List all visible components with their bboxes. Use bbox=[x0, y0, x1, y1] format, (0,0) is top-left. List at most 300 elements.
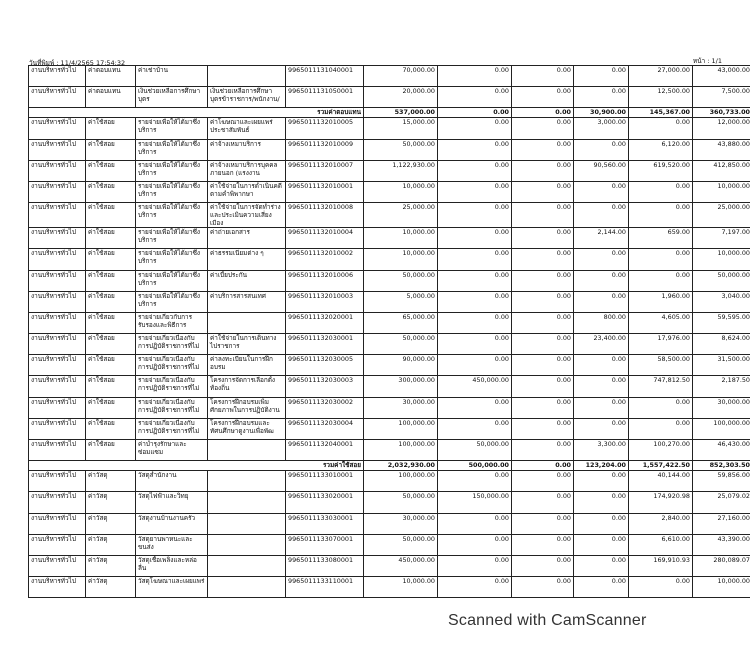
table-cell: 747,812.50 bbox=[629, 376, 693, 397]
table-cell: 0.00 bbox=[574, 181, 629, 202]
subtotal-row bbox=[29, 108, 750, 118]
table-cell: งานบริหารทั่วไป bbox=[29, 577, 86, 598]
table-cell: 1,122,930.00 bbox=[364, 160, 438, 181]
table-cell: 0.00 bbox=[438, 66, 512, 87]
table-cell: วัสดุไฟฟ้าและวิทยุ bbox=[136, 492, 208, 513]
table-cell: 58,500.00 bbox=[629, 355, 693, 376]
table-cell: 10,000.00 bbox=[364, 577, 438, 598]
table-cell: ค่าธรรมเนียมต่าง ๆ bbox=[208, 249, 286, 270]
table-cell: 9965011133030001 bbox=[286, 513, 364, 534]
table-cell: 0.00 bbox=[629, 203, 693, 228]
table-cell: รายจ่ายเพื่อให้ได้มาซึ่งบริการ bbox=[136, 181, 208, 202]
table-cell: ค่าเบี้ยประกัน bbox=[208, 270, 286, 291]
table-cell: ค่าใช้สอย bbox=[86, 397, 136, 418]
table-row bbox=[29, 203, 750, 228]
table-row bbox=[29, 471, 750, 492]
table-cell: งานบริหารทั่วไป bbox=[29, 291, 86, 312]
table-cell: รายจ่ายเพื่อให้ได้มาซึ่งบริการ bbox=[136, 270, 208, 291]
table-cell: 12,000.00 bbox=[693, 118, 750, 139]
table-cell: 9965011132010005 bbox=[286, 118, 364, 139]
table-cell: 0.00 bbox=[574, 355, 629, 376]
table-cell: เงินช่วยเหลือการศึกษาบุตร bbox=[136, 87, 208, 108]
table-cell: 0.00 bbox=[512, 471, 574, 492]
table-cell: 0.00 bbox=[512, 534, 574, 555]
table-cell: ค่าใช้สอย bbox=[86, 312, 136, 333]
table-cell: 0.00 bbox=[438, 249, 512, 270]
table-cell: 100,000.00 bbox=[364, 418, 438, 439]
table-cell: 59,595.00 bbox=[693, 312, 750, 333]
table-cell: ค่าเช่าบ้าน bbox=[136, 66, 208, 87]
table-cell: 0.00 bbox=[629, 418, 693, 439]
table-row bbox=[29, 397, 750, 418]
table-cell: รายจ่ายเกี่ยวเนื่องกับการปฏิบัติราชการที่ไม่ bbox=[136, 355, 208, 376]
table-cell: 0.00 bbox=[512, 334, 574, 355]
table-cell: 23,400.00 bbox=[574, 334, 629, 355]
table-cell: 0.00 bbox=[512, 291, 574, 312]
subtotal-cell: 145,367.00 bbox=[629, 108, 693, 118]
table-cell: 100,000.00 bbox=[364, 440, 438, 461]
table-cell: 100,000.00 bbox=[693, 418, 750, 439]
table-cell: 450,000.00 bbox=[364, 555, 438, 576]
table-cell: งานบริหารทั่วไป bbox=[29, 312, 86, 333]
table-cell: 0.00 bbox=[574, 577, 629, 598]
table-cell: 659.00 bbox=[629, 228, 693, 249]
subtotal-cell: 0.00 bbox=[512, 461, 574, 471]
table-cell: 9965011132030002 bbox=[286, 397, 364, 418]
table-cell: งานบริหารทั่วไป bbox=[29, 355, 86, 376]
table-cell: ค่าบริการสารสนเทศ bbox=[208, 291, 286, 312]
table-cell: วัสดุโฆษณาและเผยแพร่ bbox=[136, 577, 208, 598]
table-cell: วัสดุสำนักงาน bbox=[136, 471, 208, 492]
table-cell: วัสดุงานบ้านงานครัว bbox=[136, 513, 208, 534]
table-cell: รายจ่ายเกี่ยวกับการรับรองและพิธีการ bbox=[136, 312, 208, 333]
subtotal-cell: 0.00 bbox=[438, 108, 512, 118]
table-cell: 800.00 bbox=[574, 312, 629, 333]
table-cell: 0.00 bbox=[512, 312, 574, 333]
table-cell: ค่าบำรุงรักษาและซ่อมแซม bbox=[136, 440, 208, 461]
table-cell: 7,500.00 bbox=[693, 87, 750, 108]
table-cell: 2,187.50 bbox=[693, 376, 750, 397]
table-cell: ค่าใช้สอย bbox=[86, 203, 136, 228]
table-cell: ค่าวัสดุ bbox=[86, 577, 136, 598]
table-cell: 0.00 bbox=[438, 534, 512, 555]
table-cell: 0.00 bbox=[629, 270, 693, 291]
table-cell: 0.00 bbox=[574, 376, 629, 397]
table-cell: 3,300.00 bbox=[574, 440, 629, 461]
table-cell: 9965011132010002 bbox=[286, 249, 364, 270]
table-cell: 50,000.00 bbox=[364, 334, 438, 355]
table-cell: 0.00 bbox=[574, 87, 629, 108]
table-cell: 0.00 bbox=[438, 160, 512, 181]
table-cell: 30,000.00 bbox=[364, 513, 438, 534]
table-cell: ค่าใช้จ่ายในการเดินทางไปราชการ bbox=[208, 334, 286, 355]
table-cell: 30,000.00 bbox=[364, 397, 438, 418]
table-cell: 9965011132010004 bbox=[286, 228, 364, 249]
table-cell: 20,000.00 bbox=[364, 87, 438, 108]
table-cell: 0.00 bbox=[512, 492, 574, 513]
table-cell: 0.00 bbox=[512, 418, 574, 439]
table-cell: งานบริหารทั่วไป bbox=[29, 139, 86, 160]
table-cell: 30,000.00 bbox=[693, 397, 750, 418]
table-cell: 25,000.00 bbox=[693, 203, 750, 228]
table-row bbox=[29, 118, 750, 139]
table-cell: 0.00 bbox=[629, 577, 693, 598]
table-cell: 150,000.00 bbox=[438, 492, 512, 513]
table-cell: 0.00 bbox=[574, 291, 629, 312]
table-cell: 0.00 bbox=[438, 270, 512, 291]
table-cell: 0.00 bbox=[574, 534, 629, 555]
subtotal-cell: 0.00 bbox=[512, 108, 574, 118]
table-cell: 9965011132010001 bbox=[286, 181, 364, 202]
table-cell: งานบริหารทั่วไป bbox=[29, 181, 86, 202]
table-row bbox=[29, 181, 750, 202]
table-cell: 10,000.00 bbox=[364, 181, 438, 202]
table-row bbox=[29, 555, 750, 576]
table-cell: 450,000.00 bbox=[438, 376, 512, 397]
table-cell: รายจ่ายเพื่อให้ได้มาซึ่งบริการ bbox=[136, 291, 208, 312]
table-cell: 0.00 bbox=[512, 577, 574, 598]
table-cell: รายจ่ายเกี่ยวเนื่องกับการปฏิบัติราชการที่ไม่ bbox=[136, 418, 208, 439]
table-cell: 619,520.00 bbox=[629, 160, 693, 181]
table-cell: 0.00 bbox=[512, 181, 574, 202]
table-cell bbox=[208, 66, 286, 87]
table-cell: 9965011133010001 bbox=[286, 471, 364, 492]
table-cell: 0.00 bbox=[574, 139, 629, 160]
table-row bbox=[29, 577, 750, 598]
table-cell: รายจ่ายเพื่อให้ได้มาซึ่งบริการ bbox=[136, 118, 208, 139]
table-cell bbox=[208, 513, 286, 534]
table-cell: 0.00 bbox=[438, 228, 512, 249]
table-cell: ค่าวัสดุ bbox=[86, 555, 136, 576]
table-cell: ค่าใช้สอย bbox=[86, 228, 136, 249]
table-cell: 9965011132030005 bbox=[286, 355, 364, 376]
table-cell: 0.00 bbox=[629, 397, 693, 418]
table-cell bbox=[208, 534, 286, 555]
table-cell: ค่าถ่ายเอกสาร bbox=[208, 228, 286, 249]
table-cell: ค่าใช้สอย bbox=[86, 355, 136, 376]
table-cell: 25,000.00 bbox=[364, 203, 438, 228]
table-cell: รายจ่ายเพื่อให้ได้มาซึ่งบริการ bbox=[136, 249, 208, 270]
table-cell: งานบริหารทั่วไป bbox=[29, 397, 86, 418]
table-cell: งานบริหารทั่วไป bbox=[29, 555, 86, 576]
table-cell: 0.00 bbox=[438, 555, 512, 576]
table-cell: งานบริหารทั่วไป bbox=[29, 513, 86, 534]
table-cell: 9965011131050001 bbox=[286, 87, 364, 108]
table-cell: รายจ่ายเกี่ยวเนื่องกับการปฏิบัติราชการที่ไม่ bbox=[136, 397, 208, 418]
table-cell: 0.00 bbox=[574, 249, 629, 270]
table-cell: 0.00 bbox=[438, 355, 512, 376]
table-cell bbox=[208, 440, 286, 461]
table-row bbox=[29, 291, 750, 312]
table-cell: 0.00 bbox=[512, 249, 574, 270]
table-cell: 70,000.00 bbox=[364, 66, 438, 87]
table-cell: 50,000.00 bbox=[364, 492, 438, 513]
table-row bbox=[29, 440, 750, 461]
table-cell: 50,000.00 bbox=[364, 139, 438, 160]
subtotal-row bbox=[29, 461, 750, 471]
table-cell: งานบริหารทั่วไป bbox=[29, 249, 86, 270]
table-cell: งานบริหารทั่วไป bbox=[29, 376, 86, 397]
table-cell: ค่าวัสดุ bbox=[86, 471, 136, 492]
table-cell: 9965011132010008 bbox=[286, 203, 364, 228]
table-cell: 25,079.02 bbox=[693, 492, 750, 513]
table-cell: 9965011131040001 bbox=[286, 66, 364, 87]
table-cell: ค่าตอบแทน bbox=[86, 66, 136, 87]
table-cell: 90,560.00 bbox=[574, 160, 629, 181]
table-cell: ค่าใช้สอย bbox=[86, 376, 136, 397]
table-row bbox=[29, 355, 750, 376]
table-cell: ค่าวัสดุ bbox=[86, 513, 136, 534]
table-cell: 0.00 bbox=[438, 203, 512, 228]
table-cell: ค่าใช้สอย bbox=[86, 291, 136, 312]
table-cell: 0.00 bbox=[512, 203, 574, 228]
table-cell: ค่าวัสดุ bbox=[86, 534, 136, 555]
table-cell: ค่าใช้สอย bbox=[86, 118, 136, 139]
table-cell bbox=[208, 471, 286, 492]
table-row bbox=[29, 376, 750, 397]
table-cell: ค่าโฆษณาและเผยแพร่ประชาสัมพันธ์ bbox=[208, 118, 286, 139]
table-cell: 17,976.00 bbox=[629, 334, 693, 355]
table-cell: 0.00 bbox=[512, 228, 574, 249]
table-cell: วัสดุยานพาหนะและขนส่ง bbox=[136, 534, 208, 555]
table-cell: 7,197.00 bbox=[693, 228, 750, 249]
table-cell: 27,160.00 bbox=[693, 513, 750, 534]
table-cell bbox=[208, 555, 286, 576]
table-cell: 9965011133020001 bbox=[286, 492, 364, 513]
table-cell: 27,000.00 bbox=[629, 66, 693, 87]
table-cell: 0.00 bbox=[512, 160, 574, 181]
table-cell: ค่าใช้สอย bbox=[86, 440, 136, 461]
subtotal-cell: 852,303.50 bbox=[693, 461, 750, 471]
table-cell: 0.00 bbox=[438, 471, 512, 492]
table-cell: 0.00 bbox=[438, 418, 512, 439]
table-cell: 0.00 bbox=[438, 312, 512, 333]
table-cell: 31,500.00 bbox=[693, 355, 750, 376]
table-row bbox=[29, 418, 750, 439]
table-row bbox=[29, 270, 750, 291]
table-cell: วัสดุเชื้อเพลิงและหล่อลื่น bbox=[136, 555, 208, 576]
table-cell: 6,120.00 bbox=[629, 139, 693, 160]
table-cell: 169,910.93 bbox=[629, 555, 693, 576]
table-cell: รายจ่ายเพื่อให้ได้มาซึ่งบริการ bbox=[136, 139, 208, 160]
subtotal-cell: 537,000.00 bbox=[364, 108, 438, 118]
table-cell: งานบริหารทั่วไป bbox=[29, 160, 86, 181]
table-row bbox=[29, 66, 750, 87]
table-cell: 0.00 bbox=[438, 87, 512, 108]
table-cell: งานบริหารทั่วไป bbox=[29, 492, 86, 513]
table-cell: 10,000.00 bbox=[693, 249, 750, 270]
table-cell: 0.00 bbox=[574, 397, 629, 418]
table-cell: 43,390.00 bbox=[693, 534, 750, 555]
table-row bbox=[29, 492, 750, 513]
table-cell: 4,605.00 bbox=[629, 312, 693, 333]
budget-ledger-table bbox=[28, 65, 750, 598]
table-cell: 65,000.00 bbox=[364, 312, 438, 333]
table-cell: 3,040.00 bbox=[693, 291, 750, 312]
table-cell: โครงการฝึกอบรมและทัศนศึกษาดูงานเพื่อพัฒ bbox=[208, 418, 286, 439]
table-cell: 43,000.00 bbox=[693, 66, 750, 87]
table-cell: ค่าใช้สอย bbox=[86, 249, 136, 270]
subtotal-cell: 123,204.00 bbox=[574, 461, 629, 471]
table-cell: 0.00 bbox=[512, 376, 574, 397]
table-cell: 0.00 bbox=[512, 87, 574, 108]
table-cell: 59,856.00 bbox=[693, 471, 750, 492]
table-cell: โครงการฝึกอบรมเพิ่มศักยภาพในการปฏิบัติงาน bbox=[208, 397, 286, 418]
table-cell: ค่าใช้สอย bbox=[86, 181, 136, 202]
table-cell: ค่าตอบแทน bbox=[86, 87, 136, 108]
table-cell: 40,144.00 bbox=[629, 471, 693, 492]
table-row bbox=[29, 228, 750, 249]
table-cell: ค่าใช้สอย bbox=[86, 270, 136, 291]
table-cell: รายจ่ายเกี่ยวเนื่องกับการปฏิบัติราชการที่ไม่ bbox=[136, 376, 208, 397]
table-cell: 9965011133110001 bbox=[286, 577, 364, 598]
subtotal-cell: 360,733.00 bbox=[693, 108, 750, 118]
table-cell: 8,624.00 bbox=[693, 334, 750, 355]
table-cell: 0.00 bbox=[574, 418, 629, 439]
subtotal-label: รวมค่าใช้สอย bbox=[29, 461, 364, 471]
table-cell: งานบริหารทั่วไป bbox=[29, 334, 86, 355]
table-cell: 9965011132010003 bbox=[286, 291, 364, 312]
table-cell: 9965011132030001 bbox=[286, 334, 364, 355]
table-cell: 0.00 bbox=[512, 397, 574, 418]
table-cell: 50,000.00 bbox=[693, 270, 750, 291]
table-cell: งานบริหารทั่วไป bbox=[29, 534, 86, 555]
table-cell: โครงการจัดการเลือกตั้งท้องถิ่น bbox=[208, 376, 286, 397]
table-cell: 10,000.00 bbox=[693, 181, 750, 202]
table-cell: 5,000.00 bbox=[364, 291, 438, 312]
table-cell: งานบริหารทั่วไป bbox=[29, 471, 86, 492]
table-cell: รายจ่ายเพื่อให้ได้มาซึ่งบริการ bbox=[136, 203, 208, 228]
table-cell: งานบริหารทั่วไป bbox=[29, 270, 86, 291]
table-cell: ค่าวัสดุ bbox=[86, 492, 136, 513]
page-number: หน้า : 1/1 bbox=[692, 57, 722, 65]
table-cell: งานบริหารทั่วไป bbox=[29, 203, 86, 228]
table-cell: 0.00 bbox=[512, 66, 574, 87]
table-cell: 6,610.00 bbox=[629, 534, 693, 555]
table-cell: 90,000.00 bbox=[364, 355, 438, 376]
table-cell: 0.00 bbox=[512, 513, 574, 534]
table-cell: 0.00 bbox=[512, 440, 574, 461]
table-cell: 0.00 bbox=[438, 577, 512, 598]
table-cell: ค่าลงทะเบียนในการฝึกอบรม bbox=[208, 355, 286, 376]
table-cell: งานบริหารทั่วไป bbox=[29, 66, 86, 87]
table-cell: 9965011132040001 bbox=[286, 440, 364, 461]
table-cell: 0.00 bbox=[512, 118, 574, 139]
table-cell: 12,500.00 bbox=[629, 87, 693, 108]
table-cell: 280,089.07 bbox=[693, 555, 750, 576]
table-row bbox=[29, 513, 750, 534]
table-cell: 0.00 bbox=[512, 270, 574, 291]
table-cell: 0.00 bbox=[438, 334, 512, 355]
table-cell: 0.00 bbox=[574, 555, 629, 576]
table-cell: 3,000.00 bbox=[574, 118, 629, 139]
subtotal-cell: 500,000.00 bbox=[438, 461, 512, 471]
table-cell: 0.00 bbox=[512, 139, 574, 160]
subtotal-label: รวมค่าตอบแทน bbox=[29, 108, 364, 118]
table-cell: เงินช่วยเหลือการศึกษาบุตรข้าราชการ/พนักงาน/ bbox=[208, 87, 286, 108]
table-cell: 9965011132010007 bbox=[286, 160, 364, 181]
table-cell: 0.00 bbox=[574, 203, 629, 228]
table-cell: 0.00 bbox=[574, 513, 629, 534]
table-cell: 0.00 bbox=[438, 181, 512, 202]
table-cell: 0.00 bbox=[629, 118, 693, 139]
table-cell: 9965011133080001 bbox=[286, 555, 364, 576]
table-cell: 0.00 bbox=[574, 270, 629, 291]
table-cell: 9965011132010009 bbox=[286, 139, 364, 160]
table-row bbox=[29, 87, 750, 108]
table-cell: 9965011133070001 bbox=[286, 534, 364, 555]
table-row bbox=[29, 249, 750, 270]
subtotal-cell: 30,900.00 bbox=[574, 108, 629, 118]
table-cell: ค่าใช้จ่ายในการจัดทำร่างและประเมินความเสี่ยงเมือง bbox=[208, 203, 286, 228]
table-row bbox=[29, 160, 750, 181]
table-cell: 10,000.00 bbox=[693, 577, 750, 598]
table-cell: รายจ่ายเพื่อให้ได้มาซึ่งบริการ bbox=[136, 160, 208, 181]
table-cell: งานบริหารทั่วไป bbox=[29, 87, 86, 108]
table-cell: 50,000.00 bbox=[364, 270, 438, 291]
table-cell: 0.00 bbox=[629, 249, 693, 270]
table-cell: 100,000.00 bbox=[364, 471, 438, 492]
table-cell: 15,000.00 bbox=[364, 118, 438, 139]
table-cell: 9965011132030003 bbox=[286, 376, 364, 397]
subtotal-cell: 2,032,930.00 bbox=[364, 461, 438, 471]
table-cell: 50,000.00 bbox=[438, 440, 512, 461]
table-cell: 412,850.00 bbox=[693, 160, 750, 181]
table-cell: งานบริหารทั่วไป bbox=[29, 228, 86, 249]
table-cell: 9965011132030004 bbox=[286, 418, 364, 439]
table-cell bbox=[208, 492, 286, 513]
table-cell: 9965011132020001 bbox=[286, 312, 364, 333]
scanner-watermark: Scanned with CamScanner bbox=[448, 612, 647, 629]
table-cell: รายจ่ายเกี่ยวเนื่องกับการปฏิบัติราชการที่ไม่ bbox=[136, 334, 208, 355]
table-cell: 1,960.00 bbox=[629, 291, 693, 312]
table-cell: 2,144.00 bbox=[574, 228, 629, 249]
subtotal-cell: 1,557,422.50 bbox=[629, 461, 693, 471]
table-cell: 0.00 bbox=[438, 513, 512, 534]
table-cell: 0.00 bbox=[574, 492, 629, 513]
table-cell: ค่าใช้สอย bbox=[86, 418, 136, 439]
table-cell: 0.00 bbox=[438, 118, 512, 139]
table-row bbox=[29, 334, 750, 355]
table-row bbox=[29, 312, 750, 333]
table-cell: งานบริหารทั่วไป bbox=[29, 440, 86, 461]
table-cell: 46,430.00 bbox=[693, 440, 750, 461]
table-cell: 10,000.00 bbox=[364, 249, 438, 270]
table-cell: 50,000.00 bbox=[364, 534, 438, 555]
table-cell bbox=[208, 312, 286, 333]
table-cell: งานบริหารทั่วไป bbox=[29, 118, 86, 139]
table-cell: 0.00 bbox=[574, 471, 629, 492]
table-cell: 0.00 bbox=[438, 291, 512, 312]
table-cell: 43,880.00 bbox=[693, 139, 750, 160]
table-row bbox=[29, 534, 750, 555]
table-cell: งานบริหารทั่วไป bbox=[29, 418, 86, 439]
table-cell: 300,000.00 bbox=[364, 376, 438, 397]
table-cell: 0.00 bbox=[438, 397, 512, 418]
table-cell: 0.00 bbox=[512, 555, 574, 576]
table-cell: ค่าจ้างเหมาบริการ bbox=[208, 139, 286, 160]
table-cell: ค่าใช้สอย bbox=[86, 139, 136, 160]
table-cell: 10,000.00 bbox=[364, 228, 438, 249]
table-cell: 0.00 bbox=[629, 181, 693, 202]
table-cell: 0.00 bbox=[512, 355, 574, 376]
table-cell: ค่าจ้างเหมาบริการบุคคลภายนอก (แรงงาน bbox=[208, 160, 286, 181]
table-cell: 9965011132010006 bbox=[286, 270, 364, 291]
table-cell bbox=[208, 577, 286, 598]
table-cell: 100,270.00 bbox=[629, 440, 693, 461]
print-timestamp: วันที่พิมพ์ : 11/4/2565 17:54:32 bbox=[29, 59, 126, 67]
table-cell: 2,840.00 bbox=[629, 513, 693, 534]
